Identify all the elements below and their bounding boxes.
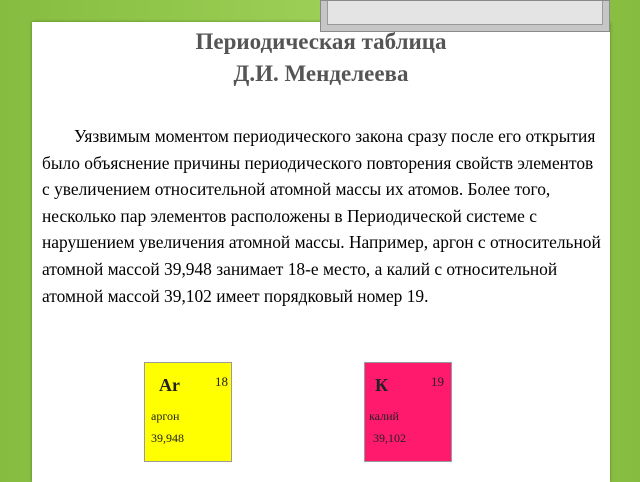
element-number: 19 xyxy=(431,374,444,389)
decorative-frame-inner xyxy=(327,1,603,25)
element-number: 18 xyxy=(215,374,228,389)
element-symbol: К xyxy=(375,375,389,395)
element-card-potassium xyxy=(364,362,452,462)
element-symbol: Ar xyxy=(159,375,180,395)
element-card-argon xyxy=(144,362,232,462)
element-name: калий xyxy=(369,409,399,423)
title-line-2: Д.И. Менделеева xyxy=(233,61,409,86)
element-mass: 39,948 xyxy=(151,431,184,445)
element-mass: 39,102 xyxy=(373,431,406,445)
title-line-1: Периодическая таблица xyxy=(195,29,447,54)
element-name: аргон xyxy=(151,409,180,423)
body-paragraph: Уязвимым моментом периодического закона сразу после его открытия было объяснение причины периодического повторения свойств элементов с увеличением относительной атомной массы их атомов. Более того, несколько пар элементов расположены в Периодической системе с нарушением увеличения атомной массы. Например, аргон с относительной атомной массой 39,948 занимает 18-е место, а калий с относительной атомной массой 39,102 имеет порядковый номер 19. xyxy=(42,126,601,306)
page-title xyxy=(32,26,610,90)
